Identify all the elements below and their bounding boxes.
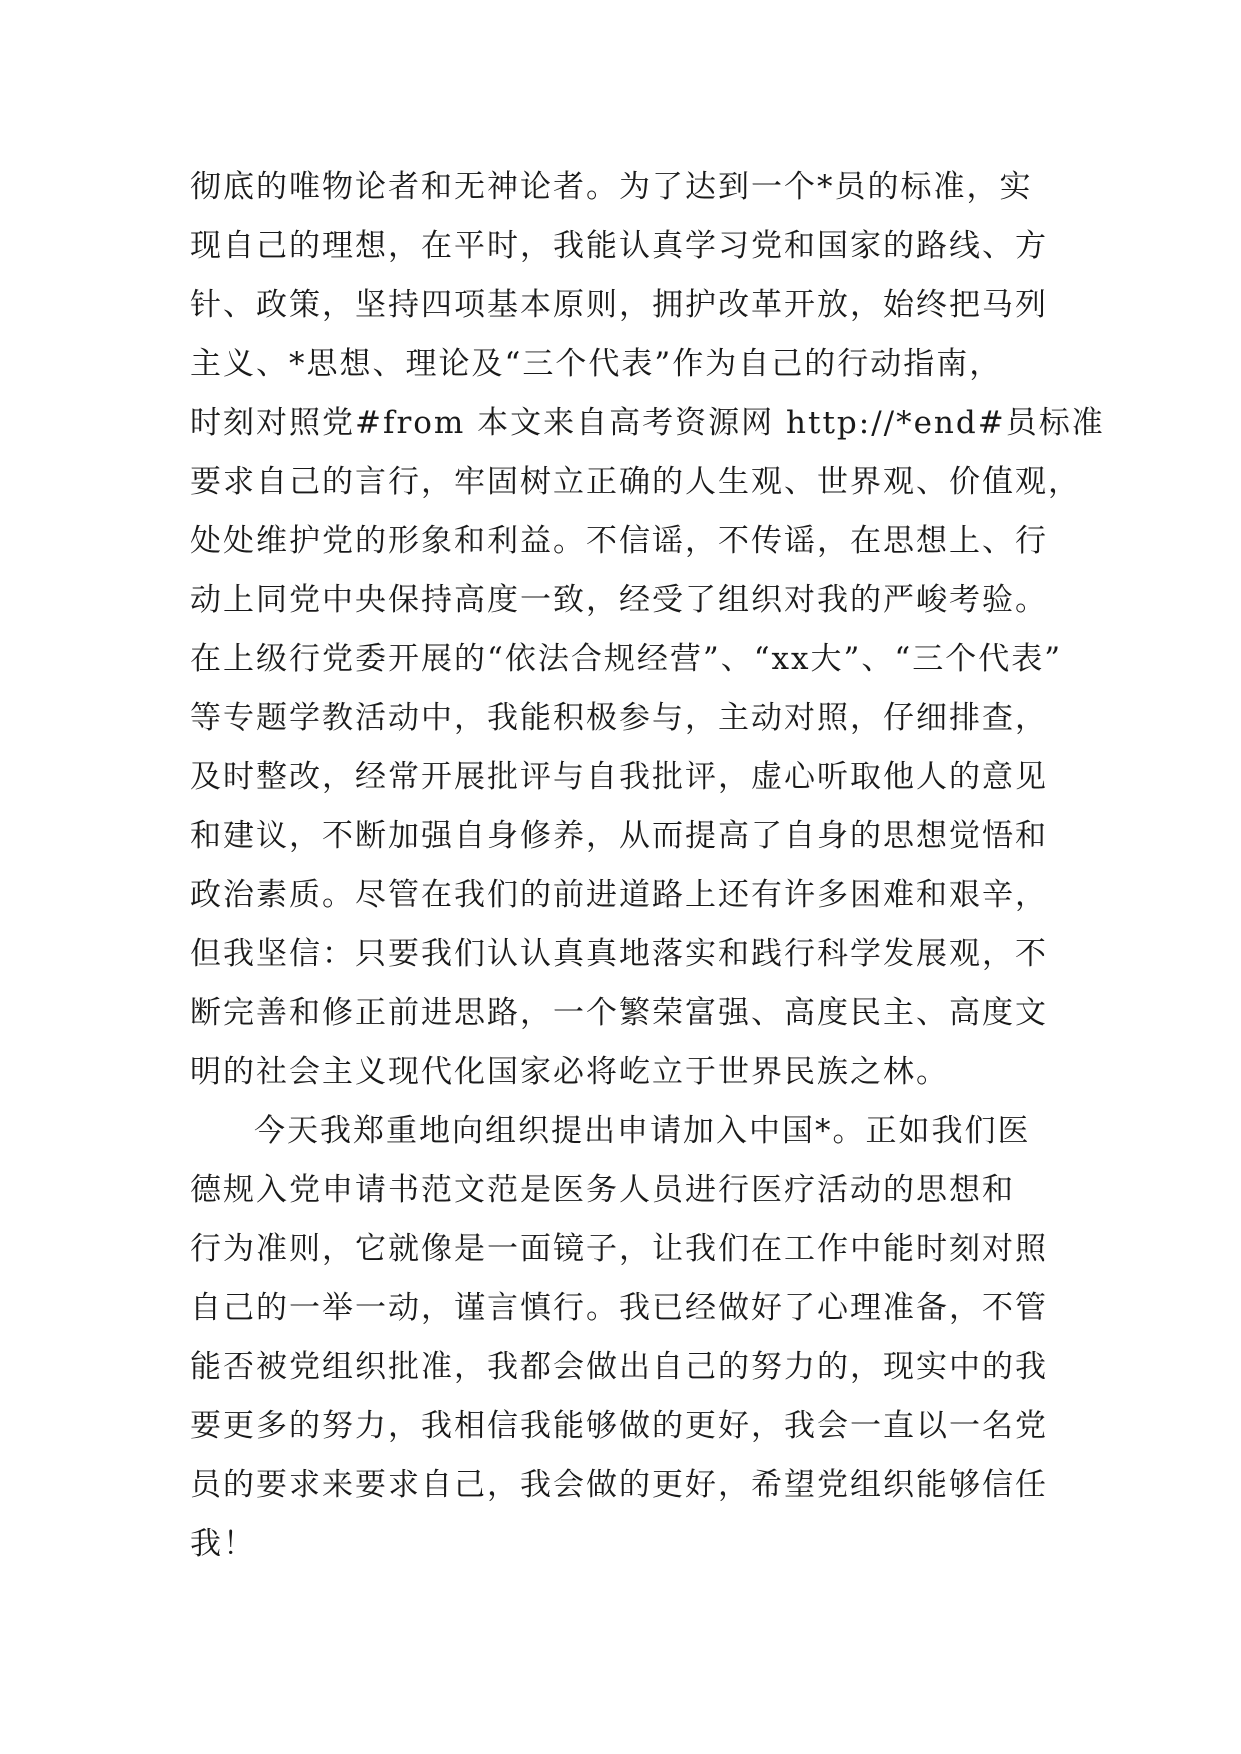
text-line: 我！	[190, 1526, 256, 1562]
text-line: 及时整改，经常开展批评与自我批评，虚心听取他人的意见	[190, 759, 1048, 795]
text-line: 要求自己的言行，牢固树立正确的人生观、世界观、价值观，	[190, 464, 1081, 500]
text-line: 时刻对照党#from 本文来自高考资源网 http://*end#员标准	[190, 405, 1105, 441]
text-line: 彻底的唯物论者和无神论者。为了达到一个*员的标准，实	[190, 169, 1033, 205]
text-line: 断完善和修正前进思路，一个繁荣富强、高度民主、高度文	[190, 995, 1048, 1031]
text-line: 德规入党申请书范文范是医务人员进行医疗活动的思想和	[190, 1172, 1015, 1208]
text-line: 自己的一举一动，谨言慎行。我已经做好了心理准备，不管	[190, 1290, 1048, 1326]
text-line: 明的社会主义现代化国家必将屹立于世界民族之林。	[190, 1054, 949, 1090]
paragraph-1	[190, 158, 1105, 1102]
text-line: 今天我郑重地向组织提出申请加入中国*。正如我们医	[254, 1113, 1031, 1149]
paragraph-2	[190, 1102, 1080, 1574]
text-line: 针、政策，坚持四项基本原则，拥护改革开放，始终把马列	[190, 287, 1048, 323]
text-line: 政治素质。尽管在我们的前进道路上还有许多困难和艰辛，	[190, 877, 1048, 913]
text-line: 员的要求来要求自己，我会做的更好，希望党组织能够信任	[190, 1467, 1048, 1503]
text-line: 要更多的努力，我相信我能够做的更好，我会一直以一名党	[190, 1408, 1048, 1444]
text-line: 行为准则，它就像是一面镜子，让我们在工作中能时刻对照	[190, 1231, 1048, 1267]
text-line: 动上同党中央保持高度一致，经受了组织对我的严峻考验。	[190, 582, 1048, 618]
document-body	[190, 158, 1105, 1574]
text-line: 等专题学教活动中，我能积极参与，主动对照，仔细排查，	[190, 700, 1048, 736]
text-line: 处处维护党的形象和利益。不信谣，不传谣，在思想上、行	[190, 523, 1048, 559]
text-line: 和建议，不断加强自身修养，从而提高了自身的思想觉悟和	[190, 818, 1048, 854]
text-line: 能否被党组织批准，我都会做出自己的努力的，现实中的我	[190, 1349, 1048, 1385]
text-line: 现自己的理想，在平时，我能认真学习党和国家的路线、方	[190, 228, 1048, 264]
text-line: 在上级行党委开展的“依法合规经营”、“xx大”、“三个代表”	[190, 641, 1063, 677]
text-line: 主义、*思想、理论及“三个代表”作为自己的行动指南，	[190, 346, 1003, 382]
text-line: 但我坚信：只要我们认认真真地落实和践行科学发展观，不	[190, 936, 1048, 972]
